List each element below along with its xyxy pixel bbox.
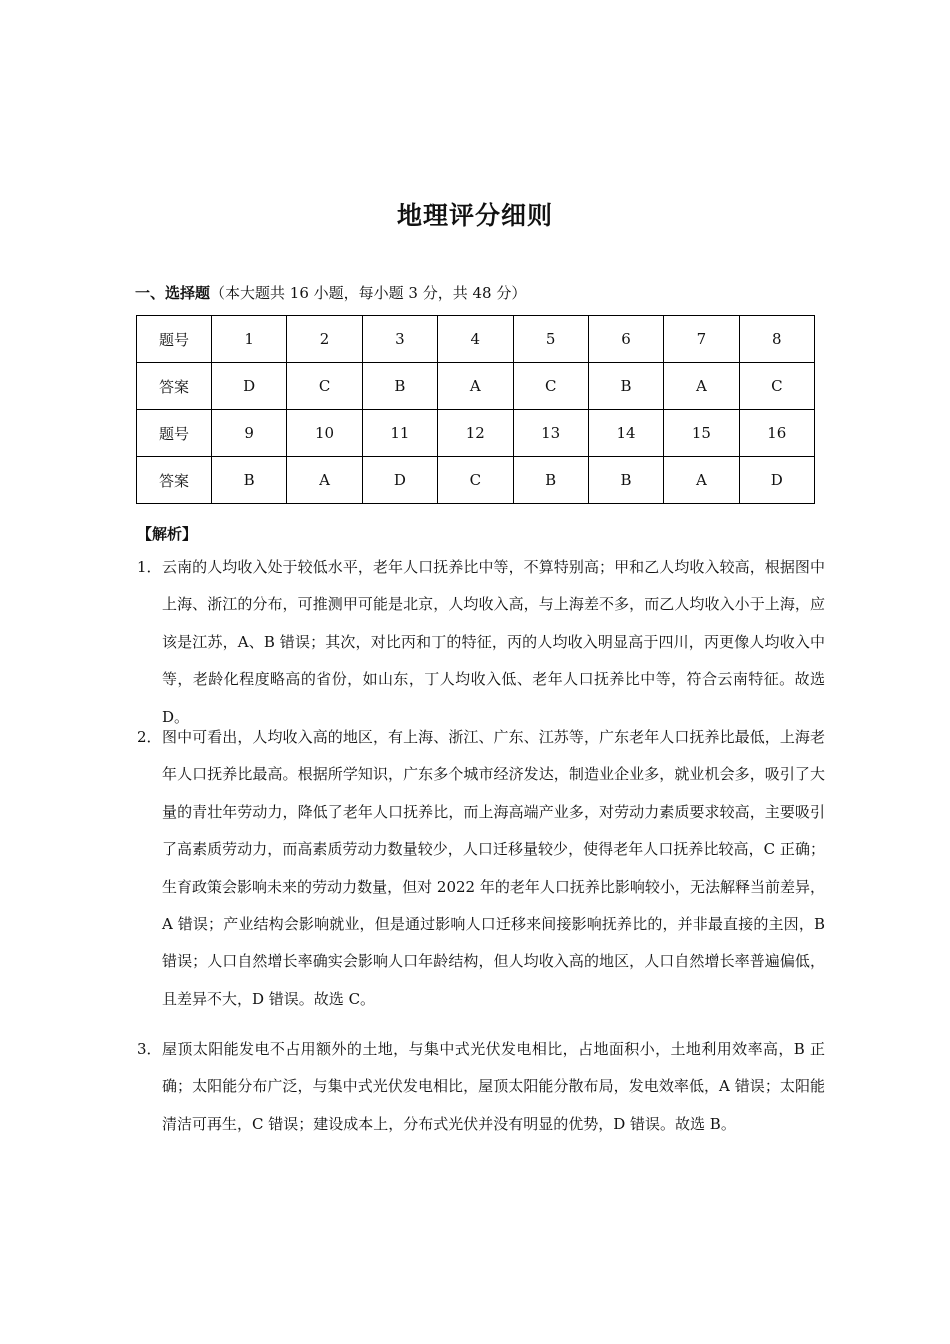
item-number: 3． xyxy=(137,1040,162,1058)
table-cell: 7 xyxy=(664,316,739,363)
table-cell: A xyxy=(664,457,739,504)
table-row xyxy=(137,457,815,504)
table-cell: D xyxy=(362,457,437,504)
item-number: 2． xyxy=(137,728,162,746)
analysis-heading: 【解析】 xyxy=(137,525,198,543)
page-title: 地理评分细则 xyxy=(396,201,553,230)
table-cell: B xyxy=(362,363,437,410)
table-cell: B xyxy=(588,457,663,504)
table-cell: C xyxy=(739,363,814,410)
table-cell: 2 xyxy=(287,316,362,363)
analysis-item xyxy=(137,1031,825,1143)
row-label: 答案 xyxy=(137,363,212,410)
table-cell: 10 xyxy=(287,410,362,457)
row-label: 答案 xyxy=(137,457,212,504)
table-cell: B xyxy=(212,457,287,504)
table-cell: 14 xyxy=(588,410,663,457)
table-cell: 4 xyxy=(438,316,513,363)
table-row xyxy=(137,363,815,410)
table-cell: 9 xyxy=(212,410,287,457)
table-cell: C xyxy=(513,363,588,410)
table-row xyxy=(137,410,815,457)
section-heading-note: （本大题共 16 小题，每小题 3 分，共 48 分） xyxy=(210,284,527,302)
item-text: 图中可看出，人均收入高的地区，有上海、浙江、广东、江苏等，广东老年人口抚养比最低，上海老年人口抚养比最高。根据所学知识，广东多个城市经济发达，制造业企业多，就业机会多，吸引了大量的青壮年劳动力，降低了老年人口抚养比，而上海高端产业多，对劳动力素质要求较高，主要吸引了高素质劳动力，而高素质劳动力数量较少，人口迁移量较少，使得老年人口抚养比较高，C 正确；生育政策会影响未来的劳动力数量，但对 2022 年的老年人口抚养比影响较小，无法解释当前差异，A 错误；产业结构会影响就业，但是通过影响人口迁移来间接影响抚养比的，并非最直接的主因，B 错误；人口自然增长率确实会影响人口年龄结构，但人均收入高的地区，人口自然增长率普遍偏低，且差异不大，D 错误。故选 C。 xyxy=(162,728,825,1008)
row-label: 题号 xyxy=(137,410,212,457)
table-cell: 3 xyxy=(362,316,437,363)
table-cell: 15 xyxy=(664,410,739,457)
table-cell: A xyxy=(438,363,513,410)
section-heading-label: 一、选择题 xyxy=(135,284,211,302)
section-heading xyxy=(135,282,526,303)
table-cell: 12 xyxy=(438,410,513,457)
table-cell: B xyxy=(513,457,588,504)
analysis-item xyxy=(137,719,825,1018)
table-cell: 11 xyxy=(362,410,437,457)
table-cell: D xyxy=(739,457,814,504)
table-cell: 6 xyxy=(588,316,663,363)
table-cell: 8 xyxy=(739,316,814,363)
item-text: 屋顶太阳能发电不占用额外的土地，与集中式光伏发电相比，占地面积小，土地利用效率高，B 正确；太阳能分布广泛，与集中式光伏发电相比，屋顶太阳能分散布局，发电效率低，A 错误；太阳能清洁可再生，C 错误；建设成本上，分布式光伏并没有明显的优势，D 错误。故选 B。 xyxy=(162,1040,825,1133)
table-cell: C xyxy=(287,363,362,410)
table-cell: 5 xyxy=(513,316,588,363)
table-cell: 1 xyxy=(212,316,287,363)
table-cell: D xyxy=(212,363,287,410)
table-cell: A xyxy=(287,457,362,504)
table-row xyxy=(137,316,815,363)
item-text: 云南的人均收入处于较低水平，老年人口抚养比中等，不算特别高；甲和乙人均收入较高，根据图中上海、浙江的分布，可推测甲可能是北京，人均收入高，与上海差不多，而乙人均收入小于上海，应该是江苏，A、B 错误；其次，对比丙和丁的特征，丙的人均收入明显高于四川，丙更像人均收入中等，老龄化程度略高的省份，如山东，丁人均收入低、老年人口抚养比中等，符合云南特征。故选 D。 xyxy=(162,558,825,726)
row-label: 题号 xyxy=(137,316,212,363)
analysis-item xyxy=(137,549,825,736)
table-cell: 13 xyxy=(513,410,588,457)
answer-table xyxy=(136,315,815,504)
table-cell: B xyxy=(588,363,663,410)
item-number: 1． xyxy=(137,558,162,576)
table-cell: A xyxy=(664,363,739,410)
table-cell: C xyxy=(438,457,513,504)
table-cell: 16 xyxy=(739,410,814,457)
